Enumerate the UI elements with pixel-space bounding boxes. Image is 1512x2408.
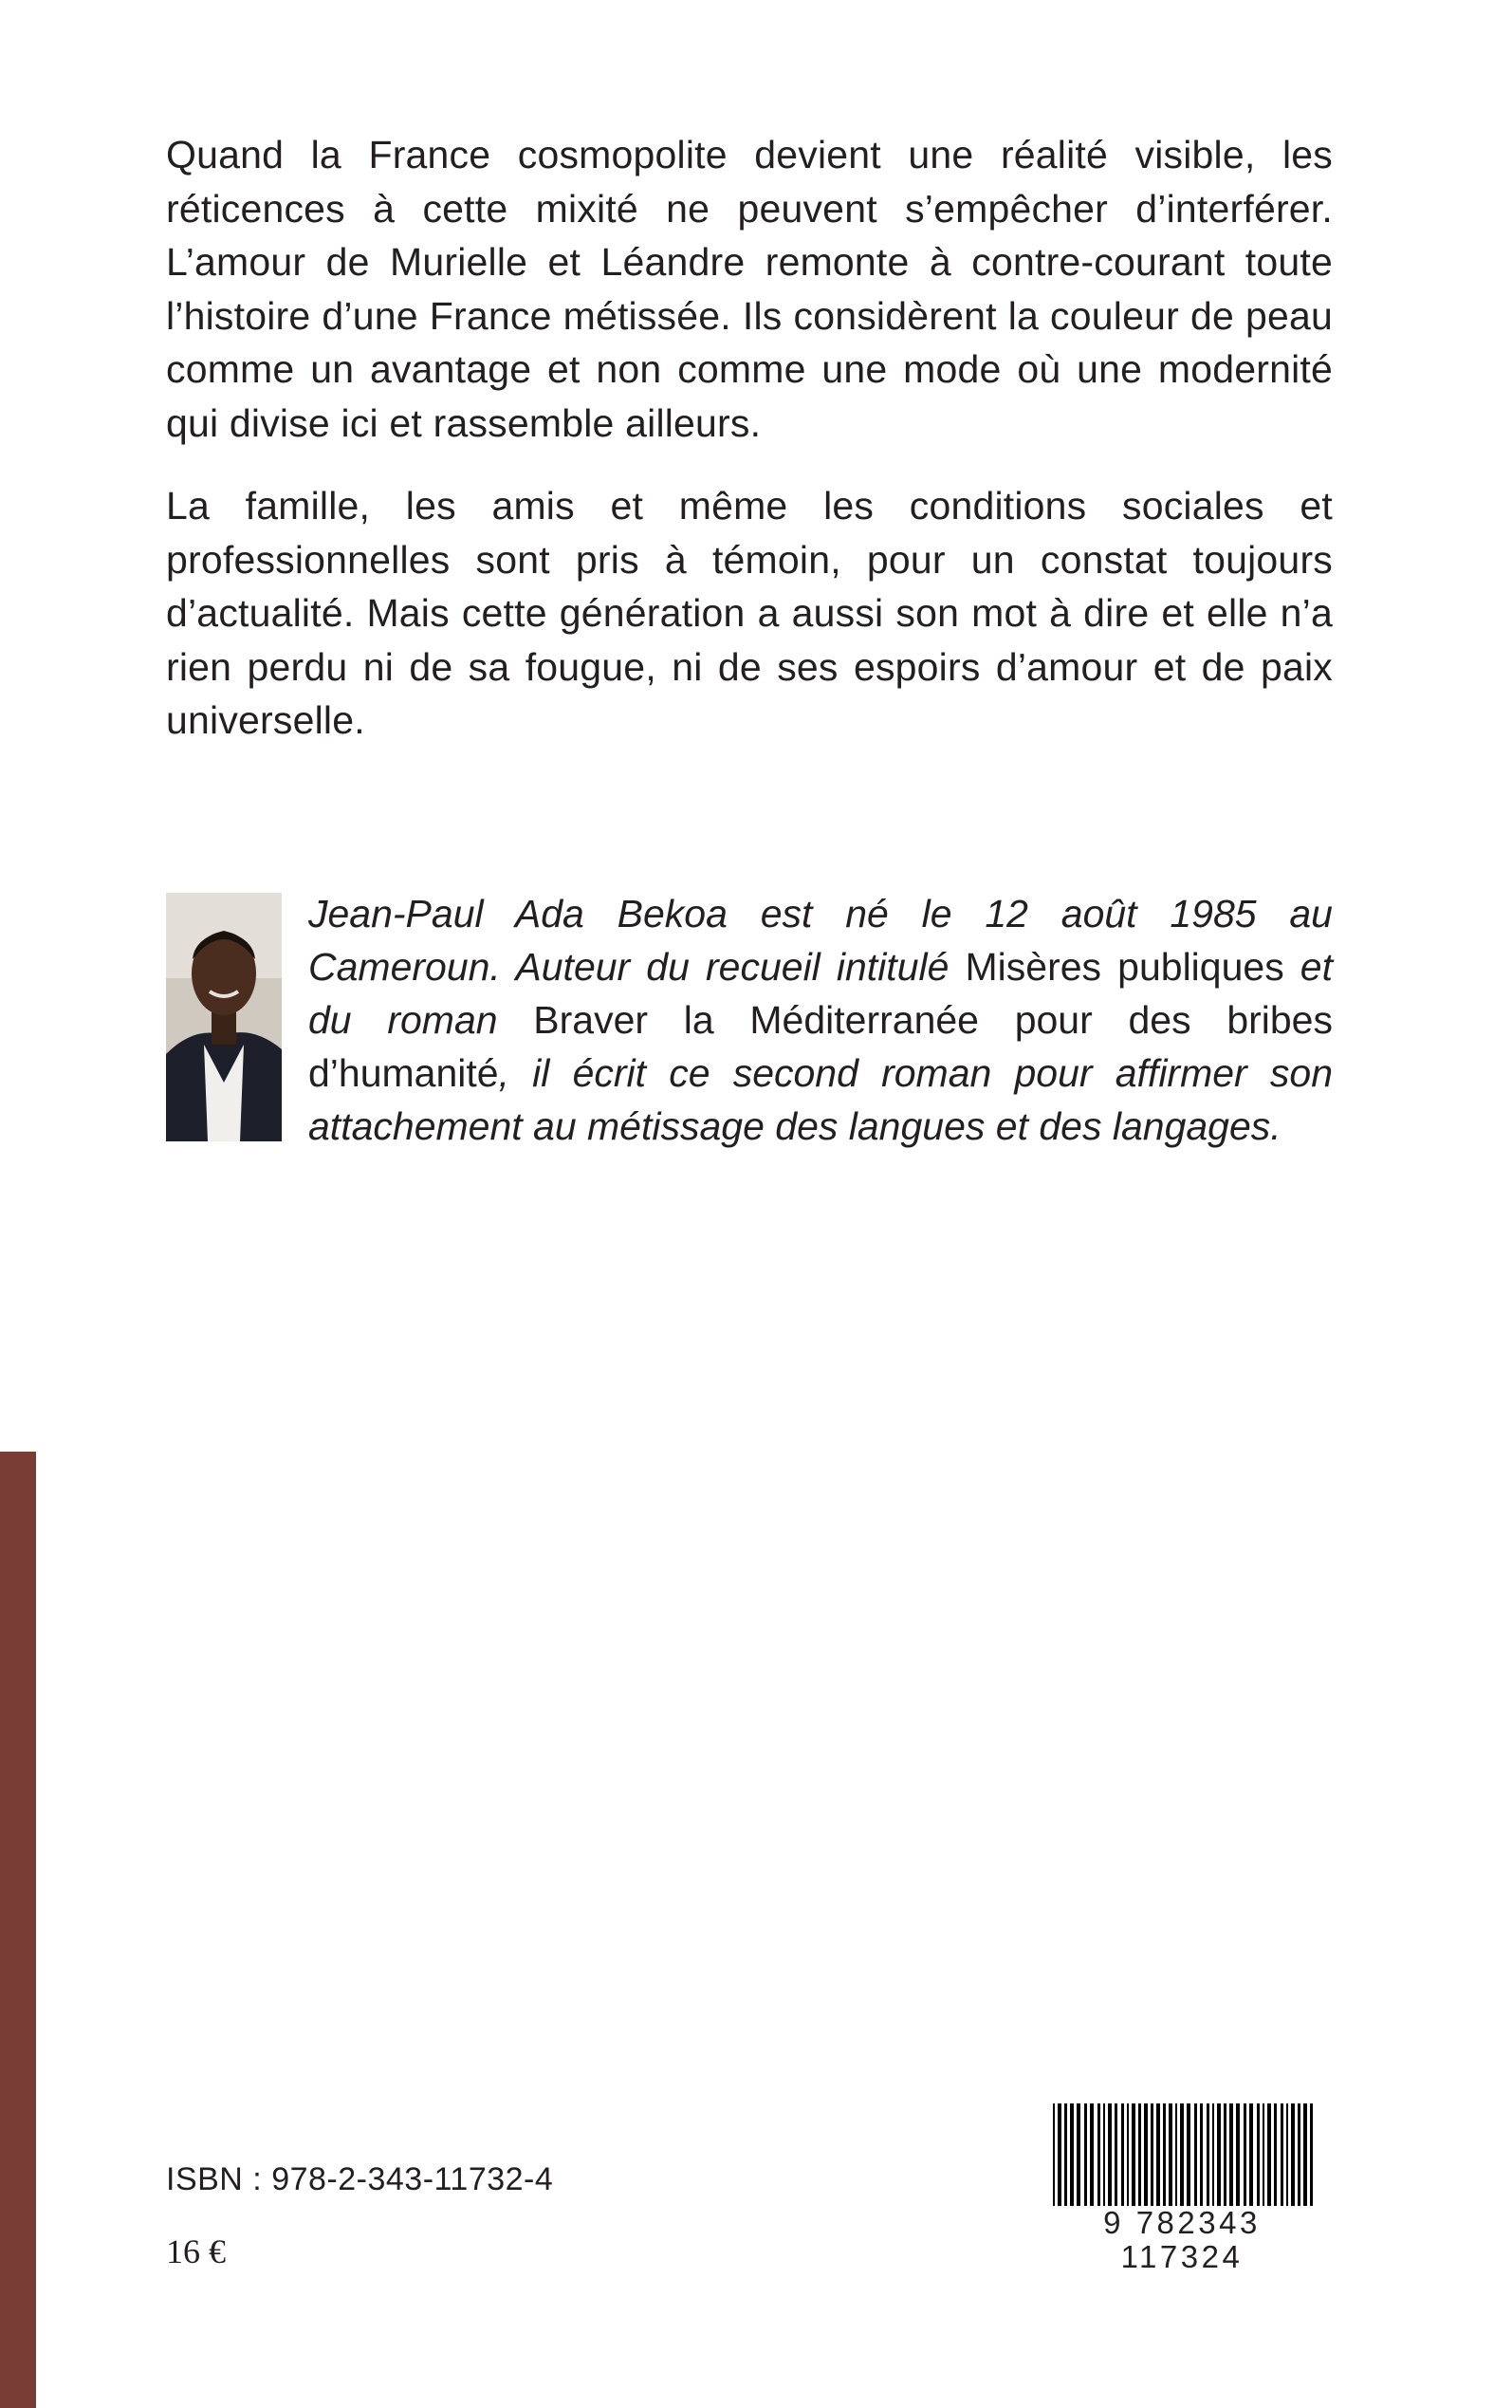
author-photo (166, 893, 282, 1141)
decorative-side-band (0, 1452, 36, 2408)
author-bio-text-3: , il écrit ce second roman pour affirmer son attachement au métissage des langues et des langages. (308, 1051, 1333, 1148)
work-title-1: Misères publiques (965, 945, 1284, 989)
barcode-digits: 9 782343 117324 (1040, 2206, 1324, 2274)
author-bio-text-2: et du roman (308, 945, 1334, 1042)
blurb-paragraph-1: Quand la France cosmopolite devient une réalité visible, les réticences à cette mixité ne peuvent s’empêcher d’interférer. L’amour de Murielle et Léandre remonte à contre-courant toute l’histoire d’une France métissée. Ils considèrent la couleur de peau comme un avantage et non comme une mode où une modernité qui divise ici et rassemble ailleurs. (166, 133, 1333, 445)
barcode (1040, 2102, 1324, 2274)
author-bio (166, 887, 1333, 1153)
author-bio-text-1: est né le 12 août 1985 au Cameroun. Auteur du recueil intitulé (308, 892, 1333, 989)
blurb-paragraph-2: La famille, les amis et même les conditions sociales et professionnelles sont pris à témoin, pour un constat toujours d’actualité. Mais cette génération a aussi son mot à dire et elle n’a rien perdu ni de sa fougue, ni de ses espoirs d’amour et de paix universelle. (166, 484, 1333, 742)
isbn: ISBN : 978-2-343-11732-4 (166, 2161, 554, 2197)
price: 16 € (166, 2232, 226, 2270)
author-name: Jean-Paul Ada Bekoa (308, 892, 728, 935)
work-title-2: Braver la Méditerranée pour des bribes d’humanité (308, 998, 1333, 1095)
